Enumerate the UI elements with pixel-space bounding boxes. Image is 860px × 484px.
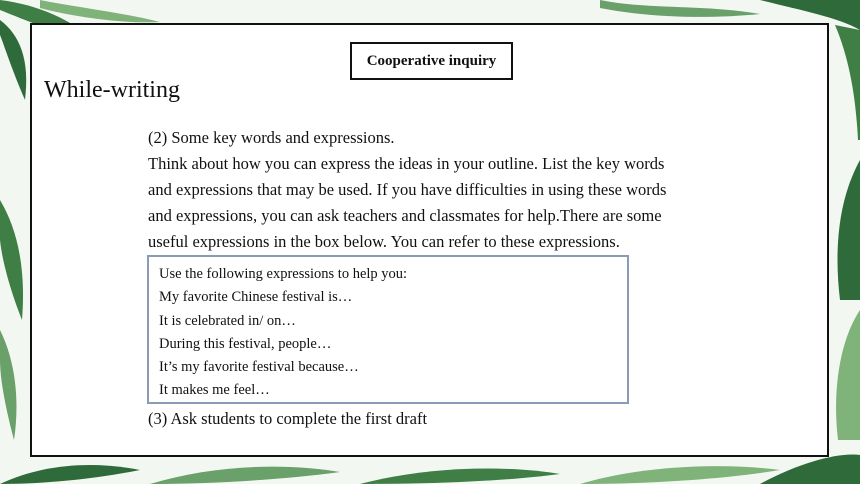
leaf-decoration <box>0 200 23 320</box>
leaf-decoration <box>835 25 860 140</box>
paragraph-line: useful expressions in the box below. You can refer to these expressions. <box>148 232 620 251</box>
expressions-box <box>147 255 629 404</box>
section-title: While-writing <box>44 77 180 103</box>
expression-line: It is celebrated in/ on… <box>159 312 296 329</box>
leaf-decoration <box>580 466 780 484</box>
expression-line: My favorite Chinese festival is… <box>159 289 353 306</box>
expression-line: It’s my favorite festival because… <box>159 359 359 376</box>
paragraph-line: and expressions that may be used. If you have difficulties in using these words <box>148 180 667 199</box>
step3-text: (3) Ask students to complete the first draft <box>148 409 428 428</box>
cooperative-inquiry-badge: Cooperative inquiry <box>350 42 513 80</box>
leaf-decoration <box>0 20 26 100</box>
expression-line: During this festival, people… <box>159 335 332 352</box>
leaf-decoration <box>836 310 860 440</box>
leaf-decoration <box>837 160 860 300</box>
instructions-text <box>148 125 728 255</box>
leaf-decoration <box>760 454 860 484</box>
paragraph-line: and expressions, you can ask teachers and classmates for help.There are some <box>148 206 662 225</box>
expression-line: It makes me feel… <box>159 382 270 399</box>
leaf-decoration <box>150 467 340 484</box>
slide-card <box>30 23 829 457</box>
paragraph-line: Think about how you can express the ideas in your outline. List the key words <box>148 154 665 173</box>
leaf-decoration <box>360 469 560 484</box>
leaf-decoration <box>600 0 760 17</box>
leaf-decoration <box>0 465 140 484</box>
expression-line: Use the following expressions to help you: <box>159 266 408 282</box>
step2-heading: (2) Some key words and expressions. <box>148 128 395 147</box>
leaf-decoration <box>0 330 16 440</box>
